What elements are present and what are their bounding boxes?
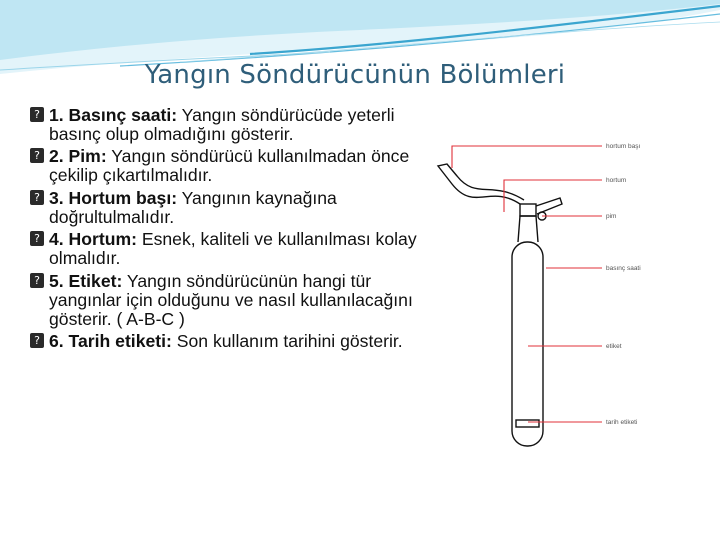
parts-list [30,106,430,354]
item-term: 2. Pim: [49,146,107,167]
label-etiket: etiket [606,343,622,350]
item-description: Yangının kaynağına doğrultulmalıdır. [49,187,337,227]
bullet-icon: ? [30,273,44,288]
bullet-icon: ? [30,231,44,246]
list-item [30,106,430,144]
item-description: Yangın söndürücü kullanılmadan önce çekilip çıkartılmalıdır. [49,146,410,186]
list-item [30,147,430,185]
extinguisher-diagram [432,124,678,500]
item-description: Esnek, kaliteli ve kullanılması kolay olmalıdır. [49,229,417,269]
slide-title: Yangın Söndürücünün Bölümleri [144,60,566,90]
item-term: 3. Hortum başı: [49,187,178,208]
item-description: Yangın söndürücünün hangi tür yangınlar için olduğunu ve nasıl kullanılacağını gösterir. ( A-B-C ) [49,270,413,329]
label-pin: pim [606,213,617,220]
bullet-icon: ? [30,107,44,122]
list-item [30,272,430,329]
item-description: Son kullanım tarihini gösterir. [171,330,403,351]
label-hose: hortum [606,177,627,184]
list-item [30,189,430,227]
item-term: 5. Etiket: [49,270,123,291]
list-item [30,230,430,268]
label-hose-nozzle: hortum başı [606,143,641,150]
label-date-label: tarih etiketi [606,419,638,426]
item-description: Yangın söndürücüde yeterli basınç olup olmadığını gösterir. [49,105,395,144]
list-item [30,332,430,351]
bullet-icon: ? [30,190,44,205]
bullet-icon: ? [30,148,44,163]
item-term: 6. Tarih etiketi: [49,330,172,351]
item-term: 4. Hortum: [49,229,137,250]
label-pressure-gauge: basınç saati [606,265,641,272]
bullet-icon: ? [30,333,44,348]
item-term: 1. Basınç saati: [49,105,178,125]
